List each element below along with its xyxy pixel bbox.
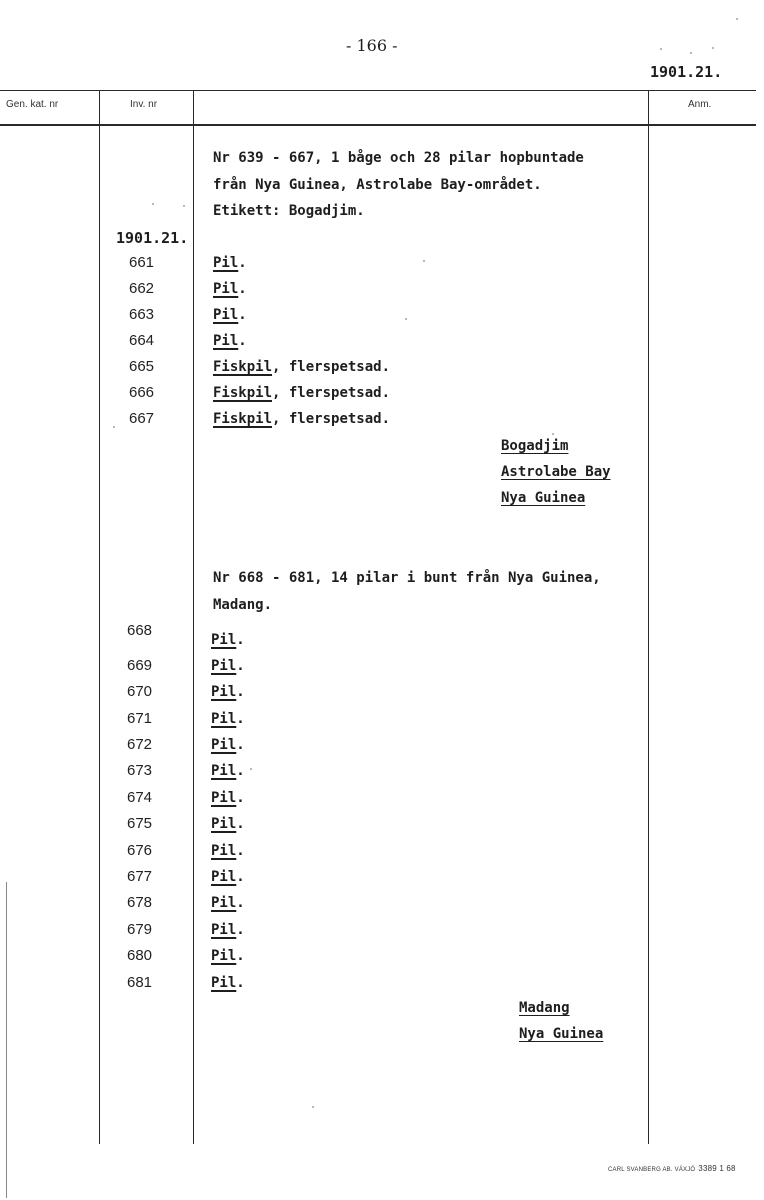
item-description <box>211 816 245 832</box>
inventory-number: 663 <box>129 306 155 323</box>
item-type: Pil <box>211 711 237 727</box>
item-description <box>213 359 390 375</box>
place-label: Bogadjim <box>501 438 569 454</box>
item-description <box>211 843 245 859</box>
inventory-number: 665 <box>129 358 155 375</box>
item-description <box>213 281 247 297</box>
item-type: Fiskpil <box>213 411 273 427</box>
printer-imprint <box>608 1164 736 1173</box>
item-description <box>211 922 245 938</box>
item-rest: . <box>236 922 245 938</box>
column-divider-2 <box>193 90 194 1144</box>
item-rest: , flerspetsad. <box>272 385 391 401</box>
item-rest: . <box>236 632 245 648</box>
item-type: Pil <box>211 684 237 700</box>
inventory-number: 667 <box>129 410 155 427</box>
item-type: Pil <box>211 975 237 991</box>
item-type: Pil <box>213 281 239 297</box>
item-rest: . <box>236 895 245 911</box>
scan-speck <box>152 203 154 205</box>
inventory-number: 675 <box>127 815 153 832</box>
group2-intro-line: Nr 668 - 681, 14 pilar i bunt från Nya Guinea, <box>213 570 601 586</box>
item-type: Pil <box>213 307 239 323</box>
column-header-inv-nr: Inv. nr <box>130 99 158 110</box>
item-description <box>211 895 245 911</box>
inventory-number: 677 <box>127 868 153 885</box>
item-type: Pil <box>211 658 237 674</box>
item-description <box>211 790 245 806</box>
item-description <box>213 385 390 401</box>
scan-speck <box>423 260 425 262</box>
scan-speck <box>405 318 407 320</box>
scan-speck <box>250 768 252 770</box>
item-rest: . <box>238 307 247 323</box>
inventory-number: 661 <box>129 254 155 271</box>
item-type: Pil <box>211 843 237 859</box>
place-label: Nya Guinea <box>519 1026 604 1042</box>
column-divider-3 <box>648 90 649 1144</box>
scan-speck <box>312 1106 314 1108</box>
scan-speck <box>183 205 185 207</box>
item-rest: . <box>238 281 247 297</box>
item-description <box>211 632 245 648</box>
item-rest: . <box>238 255 247 271</box>
printer-name: CARL SVANBERG AB. VÄXJÖ <box>608 1167 696 1173</box>
page-number: - 166 - <box>346 36 398 55</box>
item-type: Pil <box>211 737 237 753</box>
group1-intro-line: Etikett: Bogadjim. <box>213 203 365 219</box>
group1-accession: 1901.21. <box>116 229 189 247</box>
item-rest: . <box>236 843 245 859</box>
item-rest: . <box>236 711 245 727</box>
place-label: Madang <box>519 1000 570 1016</box>
item-rest: . <box>238 333 247 349</box>
item-type: Pil <box>211 763 237 779</box>
form-code: 3389 1 68 <box>698 1164 736 1173</box>
item-rest: . <box>236 737 245 753</box>
left-margin-line <box>6 882 7 1198</box>
inventory-number: 680 <box>127 947 153 964</box>
item-type: Pil <box>211 869 237 885</box>
item-description <box>211 658 245 674</box>
place-label: Nya Guinea <box>501 490 586 506</box>
item-rest: . <box>236 763 245 779</box>
item-type: Pil <box>213 255 239 271</box>
item-rest: . <box>236 658 245 674</box>
inventory-number: 670 <box>127 683 153 700</box>
scan-speck <box>736 18 738 20</box>
item-rest: , flerspetsad. <box>272 411 391 427</box>
group1-intro-line: från Nya Guinea, Astrolabe Bay-området. <box>213 177 542 193</box>
column-header-gen-kat-nr: Gen. kat. nr <box>6 99 59 110</box>
inventory-number: 664 <box>129 332 155 349</box>
item-description <box>213 333 247 349</box>
inventory-number: 679 <box>127 921 153 938</box>
item-rest: . <box>236 975 245 991</box>
item-description <box>213 307 247 323</box>
item-type: Pil <box>211 948 237 964</box>
item-rest: . <box>236 816 245 832</box>
item-rest: , flerspetsad. <box>272 359 391 375</box>
item-type: Fiskpil <box>213 359 273 375</box>
item-type: Pil <box>213 333 239 349</box>
inventory-number: 673 <box>127 762 153 779</box>
scan-speck <box>660 48 662 50</box>
column-divider-1 <box>99 90 100 1144</box>
item-rest: . <box>236 869 245 885</box>
item-type: Pil <box>211 816 237 832</box>
item-description <box>211 948 245 964</box>
group1-intro-line: Nr 639 - 667, 1 båge och 28 pilar hopbuntade <box>213 150 584 166</box>
item-type: Pil <box>211 790 237 806</box>
inventory-number: 681 <box>127 974 153 991</box>
scan-speck <box>113 426 115 428</box>
item-description <box>211 975 245 991</box>
header-top-rule <box>0 90 756 91</box>
item-rest: . <box>236 684 245 700</box>
item-type: Pil <box>211 632 237 648</box>
inventory-number: 678 <box>127 894 153 911</box>
inventory-number: 668 <box>127 622 153 639</box>
inventory-number: 666 <box>129 384 155 401</box>
item-type: Pil <box>211 895 237 911</box>
item-description <box>211 711 245 727</box>
inventory-number: 674 <box>127 789 153 806</box>
inventory-number: 662 <box>129 280 155 297</box>
inventory-number: 669 <box>127 657 153 674</box>
top-accession-number: 1901.21. <box>650 63 723 81</box>
column-header-anm: Anm. <box>688 99 712 110</box>
inventory-number: 676 <box>127 842 153 859</box>
item-description <box>211 737 245 753</box>
scan-speck <box>552 433 554 435</box>
scan-speck <box>712 47 714 49</box>
scan-speck <box>690 52 692 54</box>
item-rest: . <box>236 790 245 806</box>
item-type: Fiskpil <box>213 385 273 401</box>
place-label: Astrolabe Bay <box>501 464 611 480</box>
item-type: Pil <box>211 922 237 938</box>
item-description <box>211 869 245 885</box>
inventory-number: 672 <box>127 736 153 753</box>
header-bottom-rule <box>0 124 756 126</box>
item-description <box>211 763 245 779</box>
item-description <box>213 411 390 427</box>
inventory-number: 671 <box>127 710 153 727</box>
item-rest: . <box>236 948 245 964</box>
item-description <box>211 684 245 700</box>
group2-intro-line: Madang. <box>213 597 273 613</box>
item-description <box>213 255 247 271</box>
